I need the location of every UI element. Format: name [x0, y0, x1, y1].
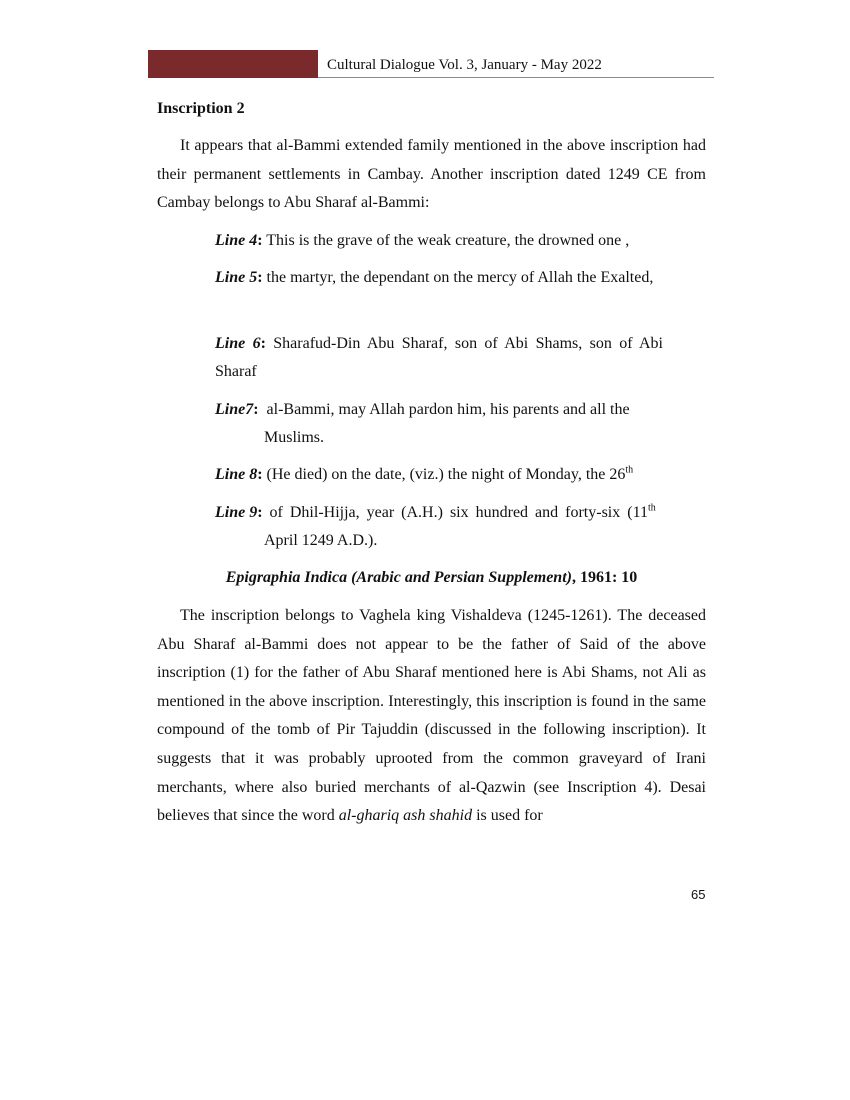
inscription-line-6: Line 6: Sharafud-Din Abu Sharaf, son of Abi Shams, son of Abi Sharaf: [215, 335, 664, 380]
journal-header-title: Cultural Dialogue Vol. 3, January - May 2022: [327, 57, 602, 73]
line-label: Line 6: [215, 335, 261, 352]
inscription-line-8: Line 8: (He died) on the date, (viz.) the night of Monday, the 26th: [215, 464, 634, 483]
line-label: Line7: [215, 401, 254, 418]
header-accent-bar: [148, 50, 318, 78]
line-text: Sharafud-Din Abu Sharaf, son of Abi Shams, son of Abi Sharaf: [215, 335, 664, 380]
line-continuation: Muslims.: [264, 429, 325, 446]
intro-paragraph: It appears that al-Bammi extended family mentioned in the above inscription had their permanent settlements in Cambay. Another inscription dated 1249 CE from Cambay belongs to Abu Sharaf al-Bammi:: [157, 137, 706, 212]
inscription-line-9: Line 9: of Dhil-Hijja, year (A.H.) six hundred and forty-six (11th April 1249 A.D.).: [215, 499, 663, 555]
inscription-line-4: Line 4: This is the grave of the weak creature, the drowned one ,: [215, 232, 630, 249]
line-label: Line 9: [215, 504, 258, 521]
inscription-line-7: Line7: al-Bammi, may Allah pardon him, his parents and all the Muslims.: [215, 396, 663, 452]
page-number: 65: [691, 887, 706, 902]
ordinal-suffix: th: [647, 502, 656, 514]
discussion-paragraph: The inscription belongs to Vaghela king Vishaldeva (1245-1261). The deceased Abu Sharaf al-Bammi does not appear to be the father of Said of the above inscription (1) for the father of Abu Sharaf mentioned here is Abi Shams, not Ali as mentioned in the above inscription. Interestingly, this inscription is found in the same compound of the tomb of Pir Tajuddin (discussed in the following inscription). It suggests that it was probably uprooted from the common graveyard of Irani merchants, where also buried merchants of al-Qazwin (see Inscription 4). Desai believes that since the word al-ghariq ash shahid is used for: [157, 607, 706, 825]
source-citation: [157, 566, 706, 590]
citation-title: Epigraphia Indica (Arabic and Persian Supplement): [225, 569, 572, 586]
line-text: (He died) on the date, (viz.) the night of Monday, the 26: [262, 466, 626, 483]
line-continuation: April 1249 A.D.).: [264, 532, 378, 549]
inscription-line-5: Line 5: the martyr, the dependant on the mercy of Allah the Exalted,: [215, 269, 654, 286]
line-label: Line 8: [215, 466, 258, 483]
section-heading: Inscription 2: [157, 100, 245, 117]
header-rule: [318, 77, 714, 78]
line-label: Line 5: [215, 269, 258, 286]
line-text: of Dhil-Hijja, year (A.H.) six hundred and forty-six (11: [262, 504, 648, 521]
line-text: This is the grave of the weak creature, the drowned one ,: [262, 232, 630, 249]
ordinal-suffix: th: [625, 464, 634, 476]
citation-ref: , 1961: 10: [571, 569, 638, 586]
line-text: the martyr, the dependant on the mercy of Allah the Exalted,: [262, 269, 654, 286]
line-label: Line 4: [215, 232, 258, 249]
line-text: al-Bammi, may Allah pardon him, his parents and all the: [258, 401, 630, 418]
italic-term: al-ghariq ash shahid: [338, 807, 473, 825]
